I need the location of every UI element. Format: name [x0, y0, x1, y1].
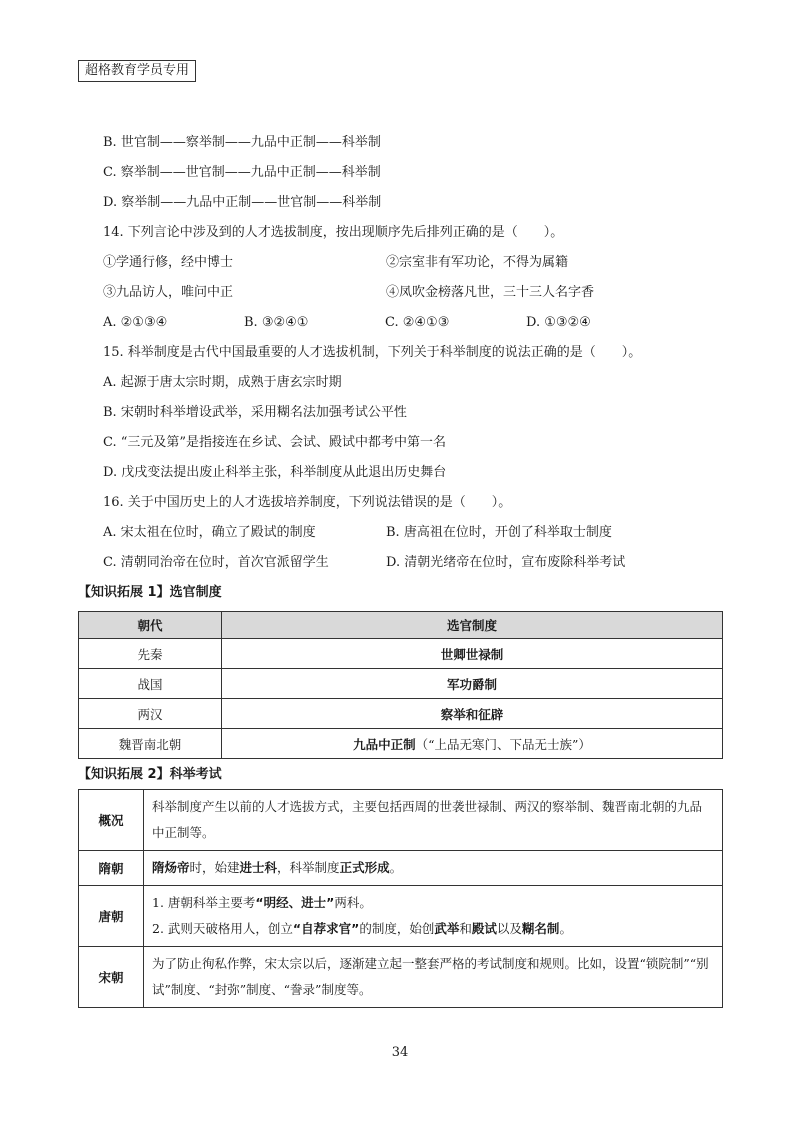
tang-text — [144, 886, 723, 947]
q16-option-c: C. 清朝同治帝在位时，首次官派留学生 — [103, 555, 329, 570]
header-system: 选官制度 — [222, 612, 723, 639]
system-cell: 军功爵制 — [222, 669, 723, 699]
tang-subjects: “明经、进士” — [255, 895, 335, 910]
sui-text-part: 。 — [389, 860, 403, 875]
table-row — [79, 886, 723, 947]
q16-options-row2 — [103, 548, 723, 578]
table-row — [79, 790, 723, 851]
table-header-row — [79, 612, 723, 639]
table-row — [79, 947, 723, 1008]
q13-option-d: D. 察举制——九品中正制——世官制——科举制 — [103, 195, 382, 210]
song-label: 宋朝 — [79, 947, 144, 1008]
system-cell: 察举和征辟 — [222, 699, 723, 729]
table-row — [79, 639, 723, 669]
dynasty-cell: 战国 — [79, 669, 222, 699]
tang-self-recommend: “自荐求官” — [292, 921, 360, 936]
system-cell — [222, 729, 723, 759]
overview-label: 概况 — [79, 790, 144, 851]
table-row — [79, 851, 723, 886]
tang-text-part: 2. 武则天破格用人，创立 — [152, 921, 293, 936]
tang-text-part: 1. 唐朝科举主要考 — [152, 895, 256, 910]
q14-item-3: ③九品访人，唯问中正 — [103, 285, 234, 300]
q14-item-1: ①学通行修，经中博士 — [103, 255, 234, 270]
q14-option-c: C. ②④①③ — [385, 315, 450, 330]
tang-text-part: 和 — [459, 921, 472, 936]
q15-option-c: C. “三元及第”是指接连在乡试、会试、殿试中都考中第一名 — [103, 435, 447, 450]
q16-option-b: B. 唐高祖在位时，开创了科举取士制度 — [386, 525, 612, 540]
header-tag: 超格教育学员专用 — [78, 60, 196, 82]
q16-options-row1 — [103, 518, 723, 548]
q14-items-row1 — [103, 248, 723, 278]
q14-stem: 14. 下列言论中涉及到的人才选拔制度，按出现顺序先后排列正确的是（ ）。 — [103, 225, 564, 240]
table-row — [79, 729, 723, 759]
tang-label: 唐朝 — [79, 886, 144, 947]
sui-formed: 正式形成 — [339, 860, 390, 875]
q14-option-a: A. ②①③④ — [103, 315, 168, 330]
header-dynasty: 朝代 — [79, 612, 222, 639]
q15-option-b: B. 宋朝时科举增设武举，采用糊名法加强考试公平性 — [103, 405, 407, 420]
tang-text-part: 。 — [559, 921, 572, 936]
sui-text-part: ，科举制度 — [277, 860, 340, 875]
dynasty-cell: 先秦 — [79, 639, 222, 669]
imperial-exam-table — [78, 789, 723, 1008]
tang-wuju: 武举 — [434, 921, 460, 936]
q16-stem: 16. 关于中国历史上的人才选拔培养制度，下列说法错误的是（ ）。 — [103, 495, 512, 510]
page-number: 34 — [391, 1045, 409, 1060]
tang-dianshi: 殿试 — [471, 921, 497, 936]
song-text: 为了防止徇私作弊，宋太宗以后，逐渐建立起一整套严格的考试制度和规则。比如，设置“锁院制”“别试”制度、“封弥”制度、“誊录”制度等。 — [144, 947, 723, 1008]
q16-option-a: A. 宋太祖在位时，确立了殿试的制度 — [103, 525, 316, 540]
overview-text: 科举制度产生以前的人才选拔方式，主要包括西周的世袭世禄制、两汉的察举制、魏晋南北朝的九品中正制等。 — [144, 790, 723, 851]
q14-option-d: D. ①③②④ — [526, 315, 591, 330]
sui-text — [144, 851, 723, 886]
q14-item-4: ④凤吹金榜落凡世，三十三人名字香 — [386, 285, 595, 300]
q15-option-d: D. 戊戌变法提出废止科举主张，科举制度从此退出历史舞台 — [103, 465, 447, 480]
tang-point-1 — [152, 890, 714, 916]
system-note: （“上品无寒门、下品无士族”） — [415, 736, 591, 752]
question-content — [103, 128, 723, 578]
q14-item-2: ②宗室非有军功论，不得为属籍 — [386, 255, 569, 270]
dynasty-cell: 两汉 — [79, 699, 222, 729]
tang-point-2 — [152, 916, 714, 942]
sui-text-part: 时，始建 — [189, 860, 240, 875]
sui-emperor: 隋炀帝 — [152, 860, 190, 875]
sui-label: 隋朝 — [79, 851, 144, 886]
system-name: 九品中正制 — [353, 736, 416, 752]
q16-option-d: D. 清朝光绪帝在位时，宣布废除科举考试 — [386, 555, 626, 570]
q15-option-a: A. 起源于唐太宗时期，成熟于唐玄宗时期 — [103, 375, 342, 390]
dynasty-cell: 魏晋南北朝 — [79, 729, 222, 759]
tang-text-part: 以及 — [496, 921, 522, 936]
q14-option-b: B. ③②④① — [244, 315, 309, 330]
q14-options — [103, 308, 723, 338]
table-row — [79, 669, 723, 699]
tang-text-part: 的制度，始创 — [359, 921, 435, 936]
system-cell: 世卿世禄制 — [222, 639, 723, 669]
q14-items-row2 — [103, 278, 723, 308]
officials-selection-table — [78, 611, 723, 759]
tang-text-part: 两科。 — [334, 895, 372, 910]
ext1-title: 【知识拓展 1】选官制度 — [78, 585, 222, 600]
tang-huming: 糊名制 — [521, 921, 560, 936]
table-row — [79, 699, 723, 729]
q13-option-b: B. 世官制——察举制——九品中正制——科举制 — [103, 135, 381, 150]
sui-jinshi: 进士科 — [239, 860, 278, 875]
q15-stem: 15. 科举制度是古代中国最重要的人才选拔机制，下列关于科举制度的说法正确的是（ ）。 — [103, 345, 642, 360]
q13-option-c: C. 察举制——世官制——九品中正制——科举制 — [103, 165, 381, 180]
ext2-title: 【知识拓展 2】科举考试 — [78, 767, 222, 782]
